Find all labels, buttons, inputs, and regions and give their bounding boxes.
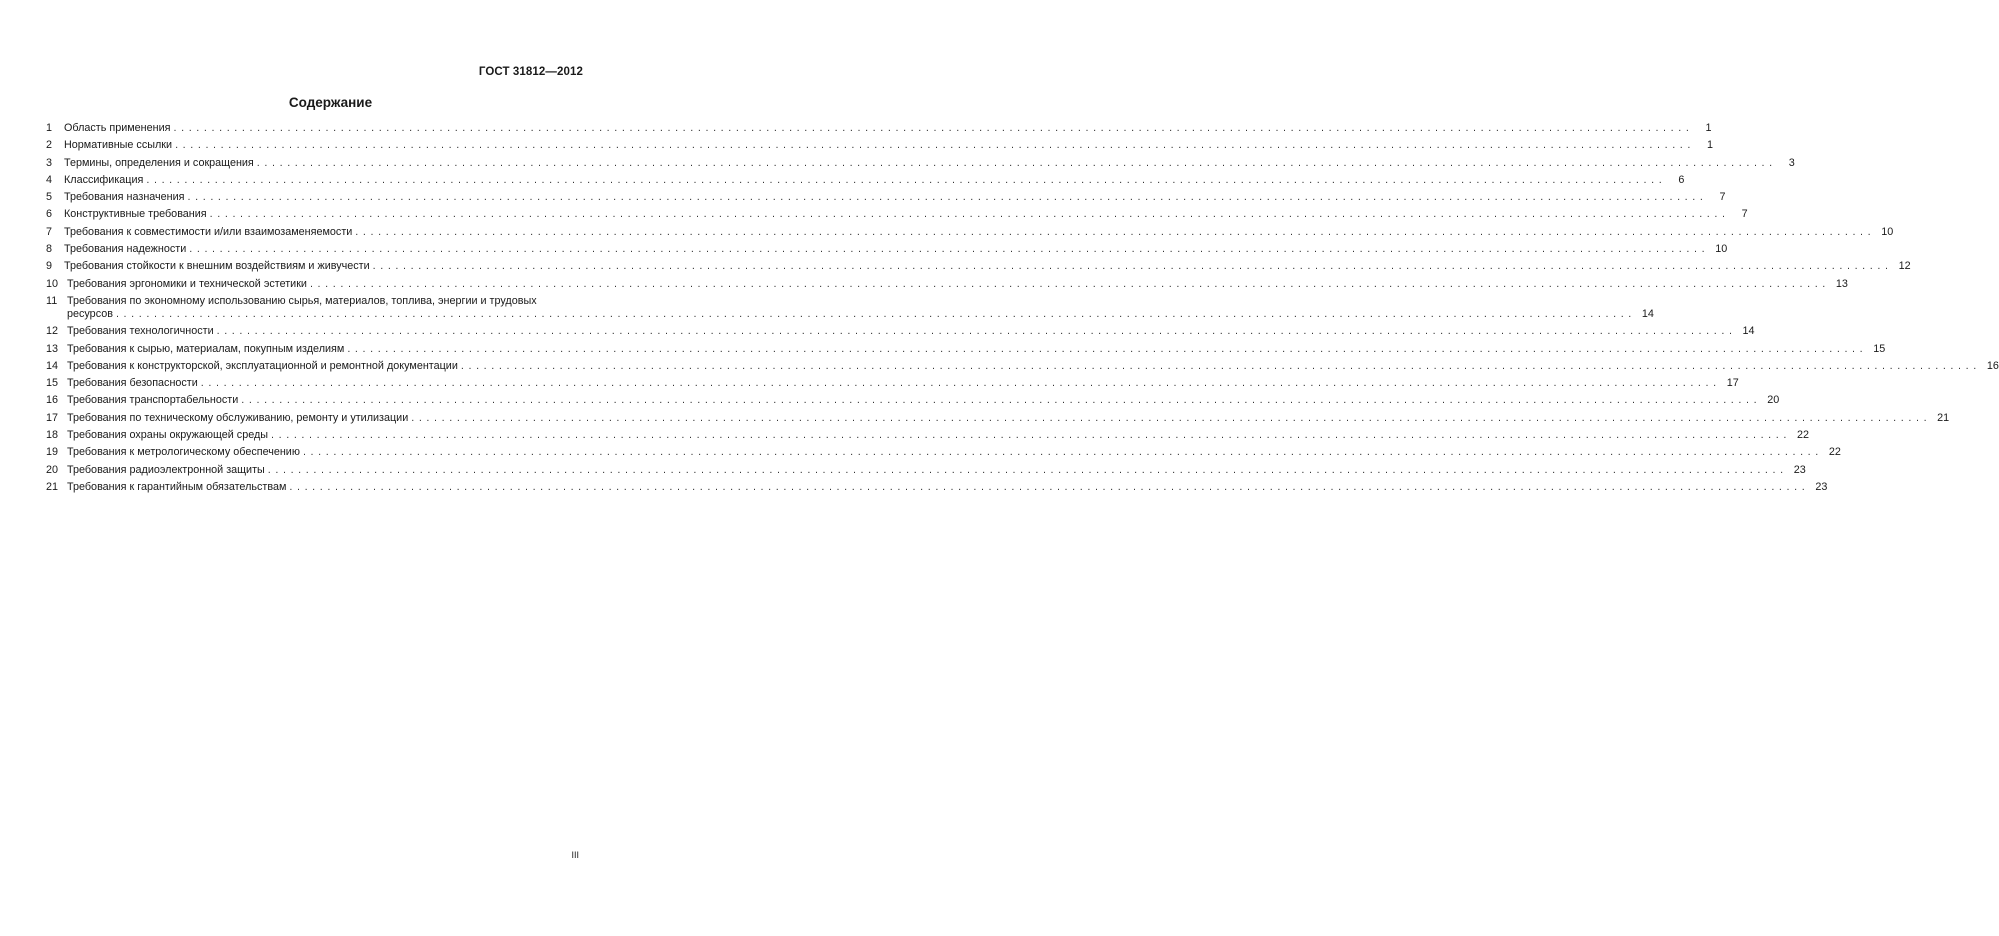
toc-entry-body — [64, 139, 1714, 152]
dot-leader: ........................................................................................................................................................................................................ — [115, 307, 1636, 320]
toc-entry-page: 20 — [1767, 394, 1780, 407]
toc-entry-page: 15 — [1873, 342, 1886, 355]
toc-entry-page: 7 — [1741, 208, 1748, 221]
toc-entry-body — [64, 225, 1894, 239]
toc-entry[interactable] — [46, 208, 1748, 221]
toc-entry-page: 3 — [1788, 156, 1795, 169]
toc-entry-body — [64, 122, 1712, 135]
toc-entry-title: Нормативные ссылки — [64, 139, 173, 152]
toc-line — [67, 463, 1806, 477]
toc-entry-number: 6 — [46, 208, 53, 221]
toc-entry-page: 14 — [1641, 307, 1654, 320]
toc-entry-body — [67, 325, 1755, 338]
toc-entry-body — [67, 480, 1828, 494]
toc-line — [67, 377, 1739, 390]
toc-entry-title: Требования радиоэлектронной защиты — [67, 463, 265, 476]
dot-leader: ........................................................................................................................................................................................................ — [216, 325, 1737, 338]
toc-entry[interactable] — [46, 342, 1886, 356]
toc-line — [64, 156, 1795, 170]
toc-line — [67, 394, 1780, 407]
toc-entry-title: Требования к метрологическому обеспечению — [67, 446, 300, 459]
dot-leader: ........................................................................................................................................................................................................ — [355, 225, 1876, 238]
toc-entry-number: 11 — [46, 294, 58, 307]
toc-entry-body — [64, 243, 1728, 256]
toc-line — [67, 325, 1755, 338]
toc-entry-body — [67, 429, 1809, 442]
toc-line — [64, 191, 1726, 204]
toc-entry-number: 3 — [46, 156, 53, 169]
toc-entry[interactable] — [46, 277, 1848, 291]
dot-leader: ........................................................................................................................................................................................................ — [267, 463, 1788, 476]
toc-entry-page: 1 — [1705, 122, 1712, 134]
toc-entry-page: 14 — [1742, 325, 1755, 338]
toc-entry-title: Требования надежности — [64, 243, 187, 256]
dot-leader: ........................................................................................................................................................................................................ — [372, 260, 1893, 273]
toc-entry-page: 17 — [1726, 377, 1739, 390]
toc-entry-title: Требования безопасности — [67, 377, 198, 390]
toc-entry-body — [67, 359, 1999, 373]
toc-line — [64, 139, 1714, 152]
toc-entry[interactable] — [46, 225, 1894, 239]
toc-line — [67, 277, 1848, 291]
toc-entry-body — [67, 294, 1654, 321]
dot-leader: ........................................................................................................................................................................................................ — [175, 139, 1696, 152]
toc-entry[interactable] — [46, 173, 1685, 187]
toc-entry[interactable] — [46, 394, 1780, 407]
dot-leader: ........................................................................................................................................................................................................ — [187, 191, 1708, 204]
toc-entry-title: Требования к сырью, материалам, покупным изделиям — [67, 342, 345, 355]
toc-entry-page: 6 — [1678, 173, 1685, 186]
toc-entry[interactable] — [46, 377, 1739, 390]
toc-entry-number: 5 — [46, 191, 53, 204]
toc-entry-body — [67, 463, 1806, 477]
toc-entry-body — [64, 156, 1795, 170]
toc-entry-body — [67, 446, 1841, 459]
toc-entry-title: Требования к гарантийным обязательствам — [67, 480, 287, 493]
toc-entry-body — [67, 394, 1780, 407]
toc-entry-body — [67, 411, 1950, 425]
toc-entry-title: Требования назначения — [64, 191, 185, 204]
toc-entry[interactable] — [46, 243, 1728, 256]
toc-entry-page: 12 — [1898, 260, 1911, 273]
toc-entry-title: Область применения — [64, 122, 171, 134]
document-code: ГОСТ 31812—2012 — [478, 66, 583, 78]
toc-entry[interactable] — [46, 325, 1755, 338]
dot-leader: ........................................................................................................................................................................................................ — [173, 122, 1694, 134]
toc-line — [67, 446, 1841, 459]
dot-leader: ........................................................................................................................................................................................................ — [289, 480, 1810, 493]
toc-entry-body — [67, 342, 1886, 356]
toc-entry-page: 7 — [1719, 191, 1726, 204]
dot-leader: ........................................................................................................................................................................................................ — [347, 342, 1868, 355]
toc-entry-title: Термины, определения и сокращения — [64, 156, 254, 169]
toc-entry-page: 10 — [1715, 243, 1728, 256]
toc-entry-body — [67, 277, 1848, 291]
toc-entry-number: 17 — [46, 411, 59, 424]
toc-entry[interactable] — [46, 294, 1654, 321]
toc-entry-number: 18 — [46, 429, 59, 442]
toc-entry-page: 10 — [1881, 225, 1894, 238]
toc-line — [64, 173, 1685, 187]
toc-entry-number: 9 — [46, 260, 53, 273]
dot-leader: ........................................................................................................................................................................................................ — [241, 394, 1762, 407]
toc-entry-title: Требования по экономному использованию сырья, материалов, топлива, энергии и трудовых — [67, 294, 537, 307]
toc-entry-page: 22 — [1828, 446, 1841, 459]
toc-entry[interactable] — [46, 480, 1828, 494]
toc-entry[interactable] — [46, 429, 1809, 442]
toc-entry-number: 2 — [46, 139, 53, 152]
toc-entry-body — [64, 191, 1726, 204]
toc-entry[interactable] — [46, 359, 1999, 373]
toc-entry-number: 20 — [46, 463, 59, 476]
toc-entry-number: 19 — [46, 446, 59, 459]
toc-entry-number: 4 — [46, 173, 53, 186]
toc-entry-number: 21 — [46, 480, 59, 493]
toc-entry-title: Требования по техническому обслуживанию, ремонту и утилизации — [67, 411, 409, 424]
page-number: III — [571, 850, 579, 860]
toc-entry-title: Требования к совместимости и/или взаимозаменяемости — [64, 225, 353, 238]
toc-entry[interactable] — [46, 156, 1795, 170]
toc-entry-number: 14 — [46, 359, 59, 372]
toc-entry-number: 12 — [46, 325, 59, 338]
toc-line — [64, 122, 1712, 135]
toc-entry-number: 13 — [46, 342, 59, 355]
toc-line — [67, 359, 1999, 373]
toc-line — [67, 429, 1809, 442]
toc-line — [64, 260, 1911, 273]
toc-entry-page: 13 — [1835, 277, 1848, 290]
toc-entry-title: Требования охраны окружающей среды — [67, 429, 269, 442]
dot-leader: ........................................................................................................................................................................................................ — [302, 446, 1823, 459]
table-of-contents — [46, 122, 1999, 498]
toc-entry-page: 23 — [1793, 463, 1806, 476]
toc-entry-number: 8 — [46, 243, 53, 256]
dot-leader: ........................................................................................................................................................................................................ — [460, 359, 1981, 372]
toc-entry-number: 7 — [46, 225, 53, 238]
toc-entry[interactable] — [46, 122, 1712, 135]
dot-leader: ........................................................................................................................................................................................................ — [189, 243, 1710, 256]
toc-entry-title: Требования технологичности — [67, 325, 214, 338]
dot-leader: ........................................................................................................................................................................................................ — [411, 411, 1932, 424]
toc-entry-body — [67, 377, 1739, 390]
toc-entry-page: 1 — [1707, 139, 1714, 152]
toc-entry-title: Требования эргономики и технической эстетики — [67, 277, 307, 290]
toc-entry-page: 16 — [1986, 359, 1999, 372]
toc-entry-body — [64, 173, 1685, 187]
dot-leader: ........................................................................................................................................................................................................ — [200, 377, 1721, 390]
toc-line — [67, 295, 584, 308]
toc-entry-number: 10 — [46, 277, 59, 290]
toc-line — [64, 208, 1748, 221]
toc-entry-number: 15 — [46, 377, 59, 390]
dot-leader: ........................................................................................................................................................................................................ — [209, 208, 1730, 221]
dot-leader: ........................................................................................................................................................................................................ — [146, 173, 1667, 186]
toc-line — [64, 225, 1894, 239]
toc-entry[interactable] — [46, 463, 1806, 477]
toc-line — [64, 243, 1728, 256]
toc-entry-page: 22 — [1796, 429, 1809, 442]
toc-line — [67, 480, 1828, 494]
toc-entry-title: Классификация — [64, 173, 144, 186]
toc-title: Содержание — [288, 95, 373, 110]
toc-entry-page: 21 — [1937, 411, 1950, 424]
toc-entry[interactable] — [46, 191, 1726, 204]
toc-entry-number: 16 — [46, 394, 59, 407]
toc-entry[interactable] — [46, 411, 1950, 425]
toc-entry-body — [64, 260, 1911, 273]
toc-entry-number: 1 — [46, 122, 53, 134]
dot-leader: ........................................................................................................................................................................................................ — [256, 156, 1777, 169]
toc-entry[interactable] — [46, 260, 1911, 273]
toc-entry-title: Конструктивные требования — [64, 208, 207, 221]
toc-entry-title: Требования к конструкторской, эксплуатационной и ремонтной документации — [67, 359, 458, 372]
toc-entry-title: Требования стойкости к внешним воздействиям и живучести — [64, 260, 370, 273]
toc-entry-page: 23 — [1815, 480, 1828, 493]
toc-entry[interactable] — [46, 446, 1841, 459]
toc-line — [67, 411, 1950, 425]
dot-leader: ........................................................................................................................................................................................................ — [271, 429, 1791, 442]
toc-entry-title: ресурсов — [67, 307, 113, 320]
toc-line — [67, 342, 1886, 356]
dot-leader: ........................................................................................................................................................................................................ — [309, 277, 1830, 290]
toc-entry-body — [64, 208, 1748, 221]
toc-entry-title: Требования транспортабельности — [67, 394, 239, 407]
toc-line — [67, 307, 1654, 321]
toc-entry[interactable] — [46, 139, 1714, 152]
